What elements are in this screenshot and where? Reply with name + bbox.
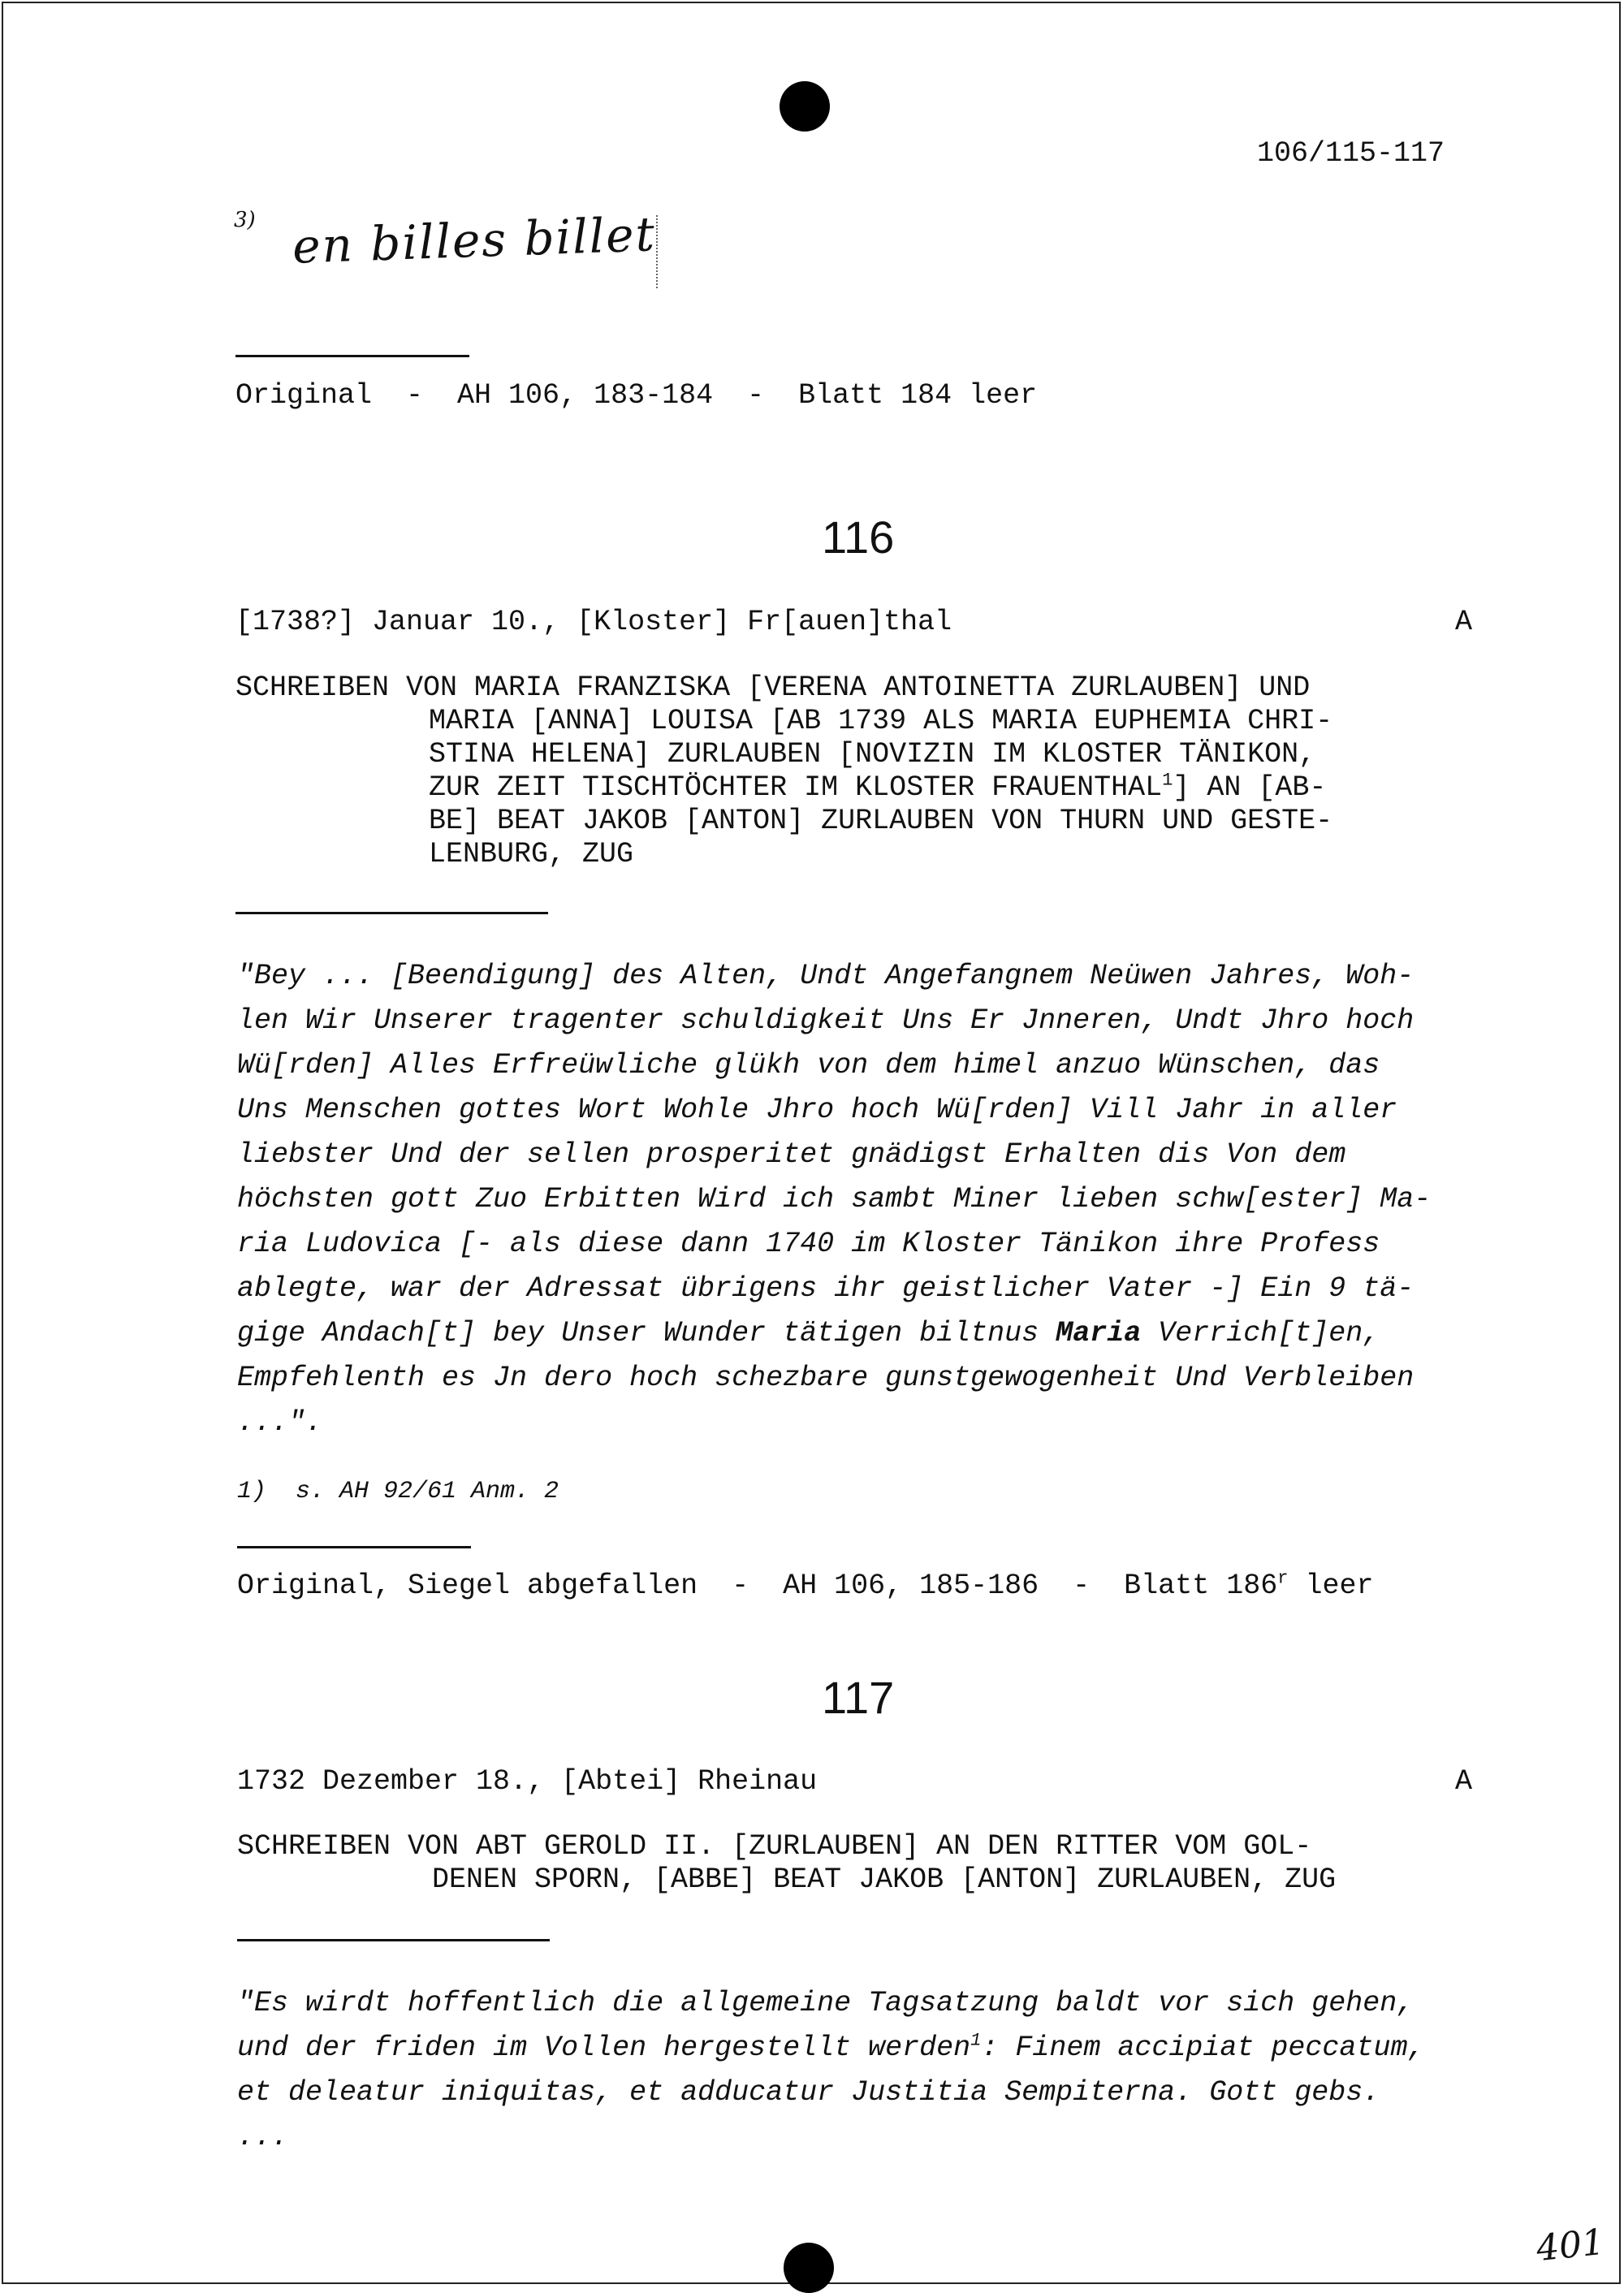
quote-line: ablegte, war der Adressat übrigens ihr geistlicher Vater -] Ein 9 tä- [237, 1272, 1415, 1305]
source-text: leer [1305, 1570, 1374, 1602]
punch-hole-bottom [784, 2243, 834, 2293]
entry-116-type: A [1455, 606, 1473, 638]
summary-line: LENBURG, ZUG [429, 838, 634, 870]
separator-rule [235, 912, 548, 914]
footnote-marker: 1 [970, 2030, 982, 2051]
entry-number-116: 116 [822, 512, 895, 563]
separator-rule [237, 1939, 550, 1941]
quote-line: Uns Menschen gottes Wort Wohle Jhro hoch Wü[rden] Vill Jahr in aller [237, 1094, 1397, 1126]
entry-117-type: A [1455, 1765, 1473, 1798]
summary-line [429, 771, 1326, 805]
quote-bold-text: Maria [1056, 1317, 1142, 1349]
summary-text: ] AN [AB- [1173, 771, 1327, 804]
summary-line: SCHREIBEN VON ABT GEROLD II. [ZURLAUBEN] AN DEN RITTER VOM GOL- [237, 1830, 1312, 1863]
quote-line: "Bey ... [Beendigung] des Alten, Undt Angefangnem Neüwen Jahres, Woh- [237, 960, 1415, 992]
source-line-prev: Original - AH 106, 183-184 - Blatt 184 leer [235, 379, 1038, 412]
quote-text: : Finem accipiat peccatum, [981, 2032, 1425, 2064]
summary-line: STINA HELENA] ZURLAUBEN [NOVIZIN IM KLOSTER TÄNIKON, [429, 738, 1316, 771]
entry-116-date-place: [1738?] Januar 10., [Kloster] Fr[auen]thal [235, 606, 952, 638]
quote-line [237, 1316, 1380, 1350]
recto-marker: r [1277, 1568, 1289, 1589]
source-text: Original, Siegel abgefallen - AH 106, 185-186 - Blatt 186 [237, 1570, 1278, 1602]
summary-line: BE] BEAT JAKOB [ANTON] ZURLAUBEN VON THURN UND GESTE- [429, 805, 1333, 837]
handwritten-page-number: 401 [1534, 2221, 1607, 2270]
summary-line: MARIA [ANNA] LOUISA [AB 1739 ALS MARIA EUPHEMIA CHRI- [429, 705, 1333, 737]
summary-line: DENEN SPORN, [ABBE] BEAT JAKOB [ANTON] ZURLAUBEN, ZUG [432, 1863, 1337, 1896]
document-reference: 106/115-117 [1257, 137, 1445, 170]
handwritten-note-number: 3) [234, 208, 256, 232]
quote-line: Wü[rden] Alles Erfreüwliche glükh von dem himel anzuo Wünschen, das [237, 1049, 1380, 1082]
punch-hole-top [780, 81, 830, 132]
quote-line [237, 2031, 1424, 2065]
entry-117-date-place: 1732 Dezember 18., [Abtei] Rheinau [237, 1765, 818, 1798]
separator-rule [237, 1546, 471, 1548]
quote-line: et deleatur iniquitas, et adducatur Justitia Sempiterna. Gott gebs. [237, 2076, 1380, 2109]
quote-text: und der friden im Vollen hergestellt werden [237, 2032, 971, 2064]
entry-116-footnote: 1) s. AH 92/61 Anm. 2 [237, 1478, 559, 1505]
quote-line: liebster Und der sellen prosperitet gnädigst Erhalten dis Von dem [237, 1138, 1346, 1171]
handwritten-note: en billes billet [291, 206, 657, 274]
quote-line: ria Ludovica [- als diese dann 1740 im Kloster Tänikon ihre Profess [237, 1228, 1380, 1260]
entry-number-117: 117 [822, 1672, 895, 1723]
quote-line: Empfehlenth es Jn dero hoch schezbare gunstgewogenheit Und Verbleiben [237, 1362, 1415, 1394]
summary-line: SCHREIBEN VON MARIA FRANZISKA [VERENA ANTOINETTA ZURLAUBEN] UND [235, 671, 1311, 704]
quote-line: "Es wirdt hoffentlich die allgemeine Tagsatzung baldt vor sich gehen, [237, 1987, 1415, 2019]
quote-text: Verrich[t]en, [1158, 1317, 1380, 1349]
quote-line: ... [237, 2121, 289, 2153]
quote-line: höchsten gott Zuo Erbitten Wird ich sambt Miner lieben schw[ester] Ma- [237, 1183, 1432, 1216]
separator-rule [235, 355, 469, 357]
quote-line: ...". [237, 1406, 323, 1439]
quote-text: gige Andach[t] bey Unser Wunder tätigen biltnus [237, 1317, 1039, 1349]
quote-line: len Wir Unserer tragenter schuldigkeit Uns Er Jnneren, Undt Jhro hoch [237, 1004, 1415, 1037]
footnote-marker: 1 [1162, 770, 1173, 791]
summary-text: ZUR ZEIT TISCHTÖCHTER IM KLOSTER FRAUENTHAL [429, 771, 1163, 804]
handwritten-mark [656, 215, 659, 288]
entry-116-source [237, 1569, 1373, 1603]
